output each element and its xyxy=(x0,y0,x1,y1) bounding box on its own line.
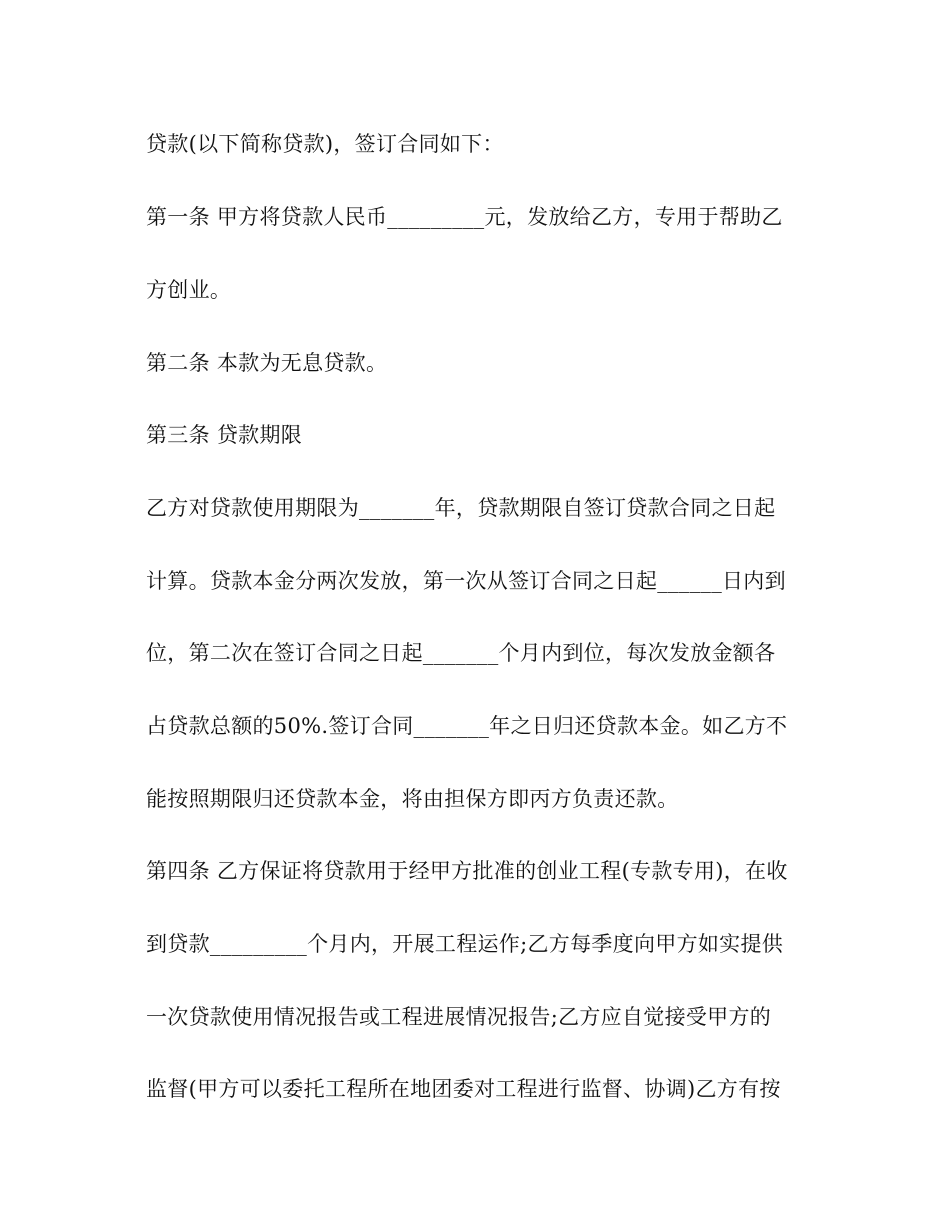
text-line: 第三条 贷款期限 xyxy=(146,423,303,447)
text-line: 第一条 甲方将贷款人民币_________元，发放给乙方，专用于帮助乙 xyxy=(146,205,783,229)
text-line: 方创业。 xyxy=(146,278,232,302)
text-line: 第二条 本款为无息贷款。 xyxy=(146,351,388,375)
text-line: 监督(甲方可以委托工程所在地团委对工程进行监督、协调)乙方有按 xyxy=(146,1077,781,1101)
text-line: 占贷款总额的50%.签订合同_______年之日归还贷款本金。如乙方不 xyxy=(146,714,788,738)
text-line: 一次贷款使用情况报告或工程进展情况报告;乙方应自觉接受甲方的 xyxy=(146,1005,772,1029)
text-line: 乙方对贷款使用期限为_______年，贷款期限自签订贷款合同之日起 xyxy=(146,496,776,520)
text-line: 位，第二次在签订合同之日起_______个月内到位，每次发放金额各 xyxy=(146,641,776,665)
text-line: 第四条 乙方保证将贷款用于经甲方批准的创业工程(专款专用)，在收 xyxy=(146,859,788,883)
text-line: 到贷款_________个月内，开展工程运作;乙方每季度向甲方如实提供 xyxy=(146,932,784,956)
text-line: 计算。贷款本金分两次发放，第一次从签订合同之日起______日内到 xyxy=(146,569,786,593)
text-line: 贷款(以下简称贷款)，签订合同如下： xyxy=(146,132,504,156)
text-line: 能按照期限归还贷款本金，将由担保方即丙方负责还款。 xyxy=(146,787,679,811)
